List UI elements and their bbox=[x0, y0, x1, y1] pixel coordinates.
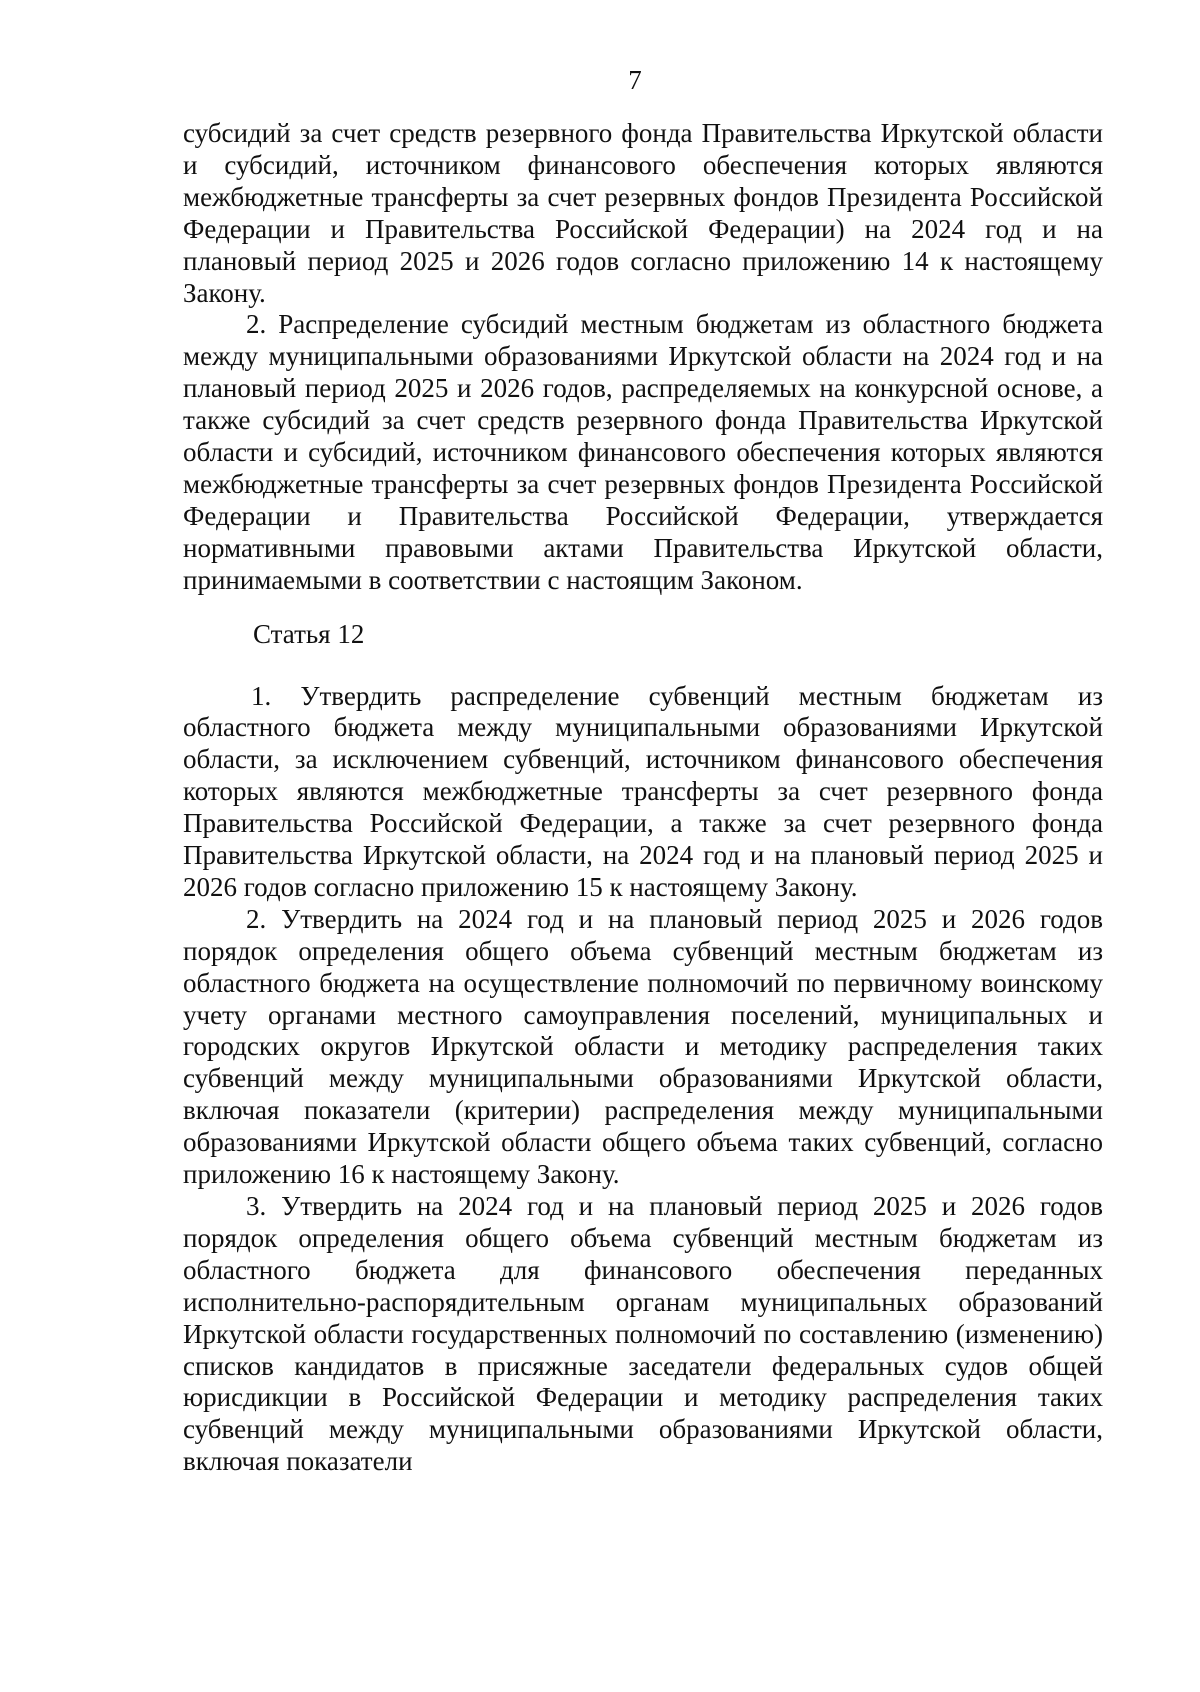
article-12-item-1: 1. Утвердить распределение субвенций местным бюджетам из областного бюджета между муниципальными образованиями Иркутской области, за исключением субвенций, источником финансового обеспечения которых являются межбюджетные трансферты за счет резервного фонда Правительства Российской Федерации, а также за счет резервного фонда Правительства Иркутской области, на 2024 год и на плановый период 2025 и 2026 годов согласно приложению 15 к настоящему Закону. bbox=[183, 680, 1103, 902]
page-number: 7 bbox=[628, 65, 642, 95]
paragraph-2: 2. Распределение субсидий местным бюджетам из областного бюджета между муниципальными образованиями Иркутской области на 2024 год и на плановый период 2025 и 2026 годов, распределяемых на конкурсной основе, а также субсидий за счет средств резервного фонда Правительства Иркутской области и субсидий, источником финансового обеспечения которых являются межбюджетные трансферты за счет резервных фондов Президента Российской Федерации и Правительства Российской Федерации, утверждается нормативными правовыми актами Правительства Иркутской области, принимаемыми в соответствии с настоящим Законом. bbox=[183, 309, 1103, 595]
document-body bbox=[183, 118, 1103, 1478]
continuation-paragraph: субсидий за счет средств резервного фонда Правительства Иркутской области и субсидий, источником финансового обеспечения которых являются межбюджетные трансферты за счет резервных фондов Президента Российской Федерации и Правительства Российской Федерации) на 2024 год и на плановый период 2025 и 2026 годов согласно приложению 14 к настоящему Закону. bbox=[183, 118, 1103, 308]
article-12-item-2: 2. Утвердить на 2024 год и на плановый период 2025 и 2026 годов порядок определения общего объема субвенций местным бюджетам из областного бюджета на осуществление полномочий по первичному воинскому учету органами местного самоуправления поселений, муниципальных и городских округов Иркутской области и методику распределения таких субвенций между муниципальными образованиями Иркутской области, включая показатели (критерии) распределения между муниципальными образованиями Иркутской области общего объема таких субвенций, согласно приложению 16 к настоящему Закону. bbox=[183, 903, 1103, 1190]
article-heading: Статья 12 bbox=[253, 618, 365, 649]
article-12-item-3: 3. Утвердить на 2024 год и на плановый период 2025 и 2026 годов порядок определения общего объема субвенций местным бюджетам из областного бюджета для финансового обеспечения переданных исполнительно-распорядительным органам муниципальных образований Иркутской области государственных полномочий по составлению (изменению) списков кандидатов в присяжные заседатели федеральных судов общей юрисдикции в Российской Федерации и методику распределения таких субвенций между муниципальными образованиями Иркутской области, включая показатели bbox=[183, 1191, 1103, 1477]
